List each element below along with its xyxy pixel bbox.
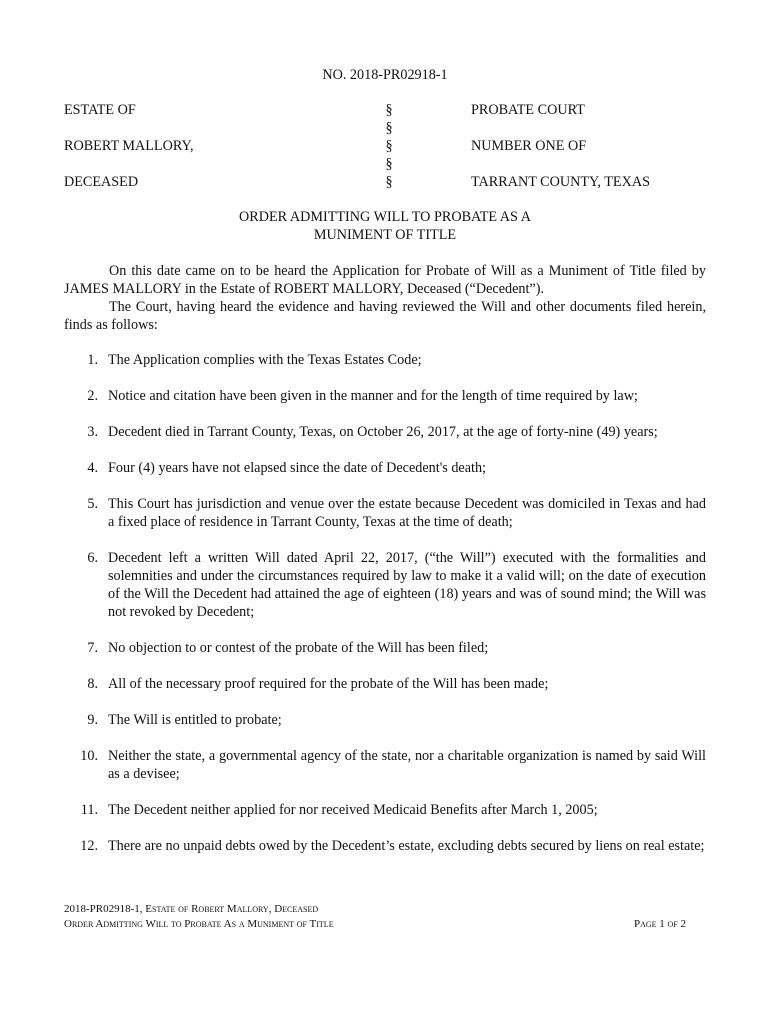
finding-number: 11. bbox=[80, 802, 98, 818]
section-mark: § bbox=[385, 174, 393, 190]
section-mark: § bbox=[385, 102, 393, 118]
finding-text: Decedent left a written Will dated April 22, 2017, (“the Will”) executed with the formalities and solemnities and under the circumstances required by law to make it a valid will; on the date of execution of the Will the Decedent had attained the age of eighteen (18) years and was of sound mind; the Will was not revoked by Decedent; bbox=[108, 550, 706, 620]
finding-number: 2. bbox=[87, 388, 98, 404]
intro-paragraph: On this date came on to be heard the Application for Probate of Will as a Muniment of Title filed by JAMES MALLORY in the Estate of ROBERT MALLORY, Deceased (“Decedent”). bbox=[64, 263, 706, 297]
finding-text: No objection to or contest of the probate of the Will has been filed; bbox=[108, 640, 489, 656]
finding-number: 8. bbox=[87, 676, 98, 692]
finding-number: 12. bbox=[80, 838, 98, 854]
finding-text: Decedent died in Tarrant County, Texas, on October 26, 2017, at the age of forty-nine (49) years; bbox=[108, 424, 658, 440]
caption-left bbox=[64, 101, 344, 209]
finding-text: The Will is entitled to probate; bbox=[108, 712, 282, 728]
finding-number: 5. bbox=[87, 496, 98, 512]
caption-left-line: ROBERT MALLORY, bbox=[64, 138, 194, 154]
caption-left-line: ESTATE OF bbox=[64, 102, 136, 118]
title-line: MUNIMENT OF TITLE bbox=[313, 227, 457, 243]
finding-text: Neither the state, a governmental agency of the state, nor a charitable organization is named by said Will as a devisee; bbox=[108, 748, 706, 782]
finding-text: The Application complies with the Texas Estates Code; bbox=[108, 352, 422, 368]
caption-right-line: PROBATE COURT bbox=[471, 102, 585, 118]
finding-text: This Court has jurisdiction and venue over the estate because Decedent was domiciled in Texas and had a fixed place of residence in Tarrant County, Texas at the time of death; bbox=[108, 496, 706, 530]
finding-number: 7. bbox=[87, 640, 98, 656]
caption-left-line: DECEASED bbox=[64, 174, 139, 190]
finding-item bbox=[64, 747, 706, 783]
title-line: ORDER ADMITTING WILL TO PROBATE AS A bbox=[239, 209, 531, 225]
footer-line: 2018-PR02918-1, Estate of Robert Mallory, Deceased bbox=[64, 903, 319, 915]
finding-text: All of the necessary proof required for the probate of the Will has been made; bbox=[108, 676, 549, 692]
finding-number: 3. bbox=[87, 424, 98, 440]
finding-item bbox=[64, 549, 706, 621]
finding-item bbox=[64, 801, 706, 819]
finding-number: 1. bbox=[87, 352, 98, 368]
finding-number: 10. bbox=[80, 748, 98, 764]
finding-item bbox=[64, 639, 706, 657]
finding-item bbox=[64, 711, 706, 729]
caption-section-marks bbox=[379, 101, 399, 191]
finding-text: Four (4) years have not elapsed since the date of Decedent's death; bbox=[108, 460, 486, 476]
finding-text: The Decedent neither applied for nor received Medicaid Benefits after March 1, 2005; bbox=[108, 802, 598, 818]
findings-list bbox=[64, 351, 706, 873]
page-number: Page 1 of 2 bbox=[633, 918, 686, 930]
footer-title: Order Admitting Will to Probate As a Muniment of Title bbox=[64, 918, 334, 930]
caption-right-line: NUMBER ONE OF bbox=[471, 138, 587, 154]
intro-paragraph: The Court, having heard the evidence and having reviewed the Will and other documents filed herein, finds as follows: bbox=[64, 299, 706, 333]
section-mark: § bbox=[385, 156, 393, 172]
finding-item bbox=[64, 351, 706, 369]
finding-item bbox=[64, 423, 706, 441]
finding-number: 9. bbox=[87, 712, 98, 728]
case-number: NO. 2018-PR02918-1 bbox=[322, 67, 448, 83]
section-mark: § bbox=[385, 138, 393, 154]
finding-item bbox=[64, 387, 706, 405]
finding-item bbox=[64, 495, 706, 531]
case-caption bbox=[64, 101, 706, 193]
finding-text: There are no unpaid debts owed by the Decedent’s estate, excluding debts secured by liens on real estate; bbox=[108, 838, 705, 854]
finding-item bbox=[64, 459, 706, 477]
document-title bbox=[0, 208, 770, 244]
page-footer bbox=[64, 902, 686, 932]
footer-line-2 bbox=[64, 917, 686, 932]
finding-item bbox=[64, 837, 706, 855]
finding-number: 4. bbox=[87, 460, 98, 476]
finding-item bbox=[64, 675, 706, 693]
finding-text: Notice and citation have been given in the manner and for the length of time required by law; bbox=[108, 388, 638, 404]
caption-right bbox=[471, 101, 711, 209]
caption-right-line: TARRANT COUNTY, TEXAS bbox=[471, 174, 650, 190]
intro-text bbox=[64, 262, 706, 334]
finding-number: 6. bbox=[87, 550, 98, 566]
section-mark: § bbox=[385, 120, 393, 136]
